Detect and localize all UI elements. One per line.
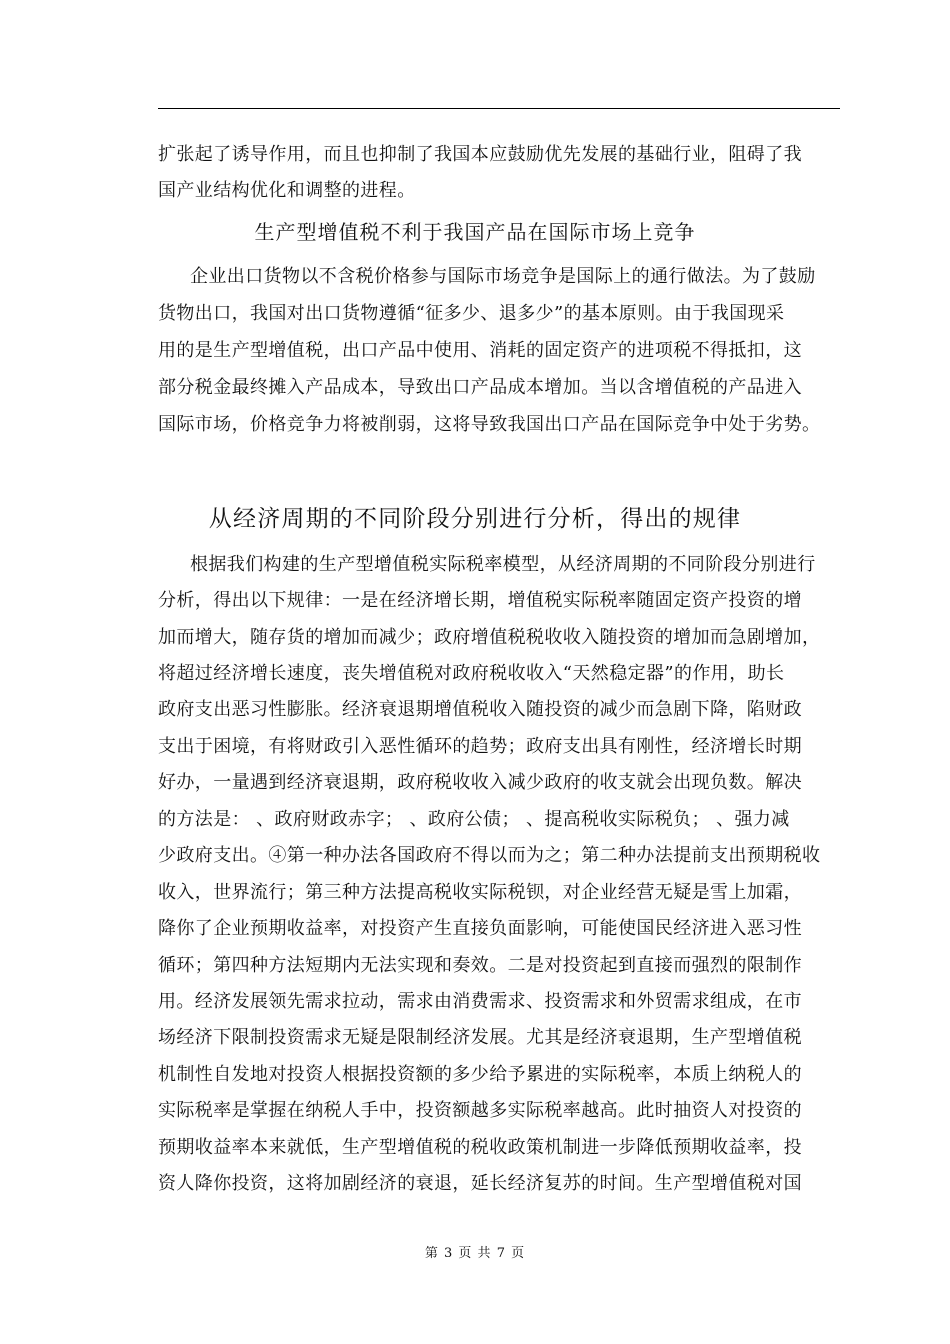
- paragraph-line: 分析，得出以下规律：一是在经济增长期，增值税实际税率随固定资产投资的增: [158, 590, 802, 611]
- paragraph-line: 场经济下限制投资需求无疑是限制经济发展。尤其是经济衰退期，生产型增值税: [158, 1027, 802, 1048]
- paragraph-line: 的方法是： 、政府财政赤字； 、政府公债； 、提高税收实际税负； 、强力减: [158, 809, 790, 830]
- paragraph-line: 加而增大，随存货的增加而减少；政府增值税税收收入随投资的增加而急剧增加，: [158, 627, 821, 648]
- paragraph-line: 资人降你投资，这将加剧经济的衰退，延长经济复苏的时间。生产型增值税对国: [158, 1173, 802, 1194]
- section-heading: 生产型增值税不利于我国产品在国际市场上竞争: [254, 220, 696, 244]
- paragraph-line: 将超过经济增长速度，丧失增值税对政府税收收入“天然稳定器”的作用，助长: [158, 663, 785, 684]
- paragraph-line: 支出于困境，有将财政引入恶性循环的趋势；政府支出具有刚性，经济增长时期: [158, 736, 802, 757]
- paragraph-line: 好办，一量遇到经济衰退期，政府税收收入减少政府的收支就会出现负数。解决: [158, 772, 802, 793]
- paragraph-line: 部分税金最终摊入产品成本，导致出口产品成本增加。当以含增值税的产品进入: [158, 377, 802, 398]
- paragraph-line: 收入，世界流行；第三种方法提高税收实际税钡，对企业经营无疑是雪上加霜，: [158, 882, 802, 903]
- header-rule: [158, 108, 840, 109]
- paragraph-line: 循环；第四种方法短期内无法实现和奏效。二是对投资起到直接而强烈的限制作: [158, 955, 802, 976]
- paragraph-line: 机制性自发地对投资人根据投资额的多少给予累进的实际税率，本质上纳税人的: [158, 1064, 802, 1085]
- paragraph-line: 企业出口货物以不含税价格参与国际市场竞争是国际上的通行做法。为了鼓励: [190, 266, 816, 287]
- paragraph-line: 用的是生产型增值税，出口产品中使用、消耗的固定资产的进项税不得抵扣，这: [158, 340, 802, 361]
- section-heading: 从经济周期的不同阶段分别进行分析，得出的规律: [208, 506, 742, 532]
- page-footer: 第 3 页 共 7 页: [424, 1246, 526, 1261]
- paragraph-line: 国际市场，价格竞争力将被削弱，这将导致我国出口产品在国际竞争中处于劣势。: [158, 414, 821, 435]
- paragraph-line: 扩张起了诱导作用，而且也抑制了我国本应鼓励优先发展的基础行业，阻碍了我: [158, 144, 802, 165]
- paragraph-line: 国产业结构优化和调整的进程。: [158, 180, 416, 201]
- paragraph-line: 降你了企业预期收益率，对投资产生直接负面影响，可能使国民经济进入恶习性: [158, 918, 802, 939]
- paragraph-line: 根据我们构建的生产型增值税实际税率模型，从经济周期的不同阶段分别进行: [190, 554, 816, 575]
- paragraph-line: 预期收益率本来就低，生产型增值税的税收政策机制进一步降低预期收益率，投: [158, 1137, 802, 1158]
- paragraph-line: 用。经济发展领先需求拉动，需求由消费需求、投资需求和外贸需求组成，在市: [158, 991, 802, 1012]
- paragraph-line: 政府支出恶习性膨胀。经济衰退期增值税收入随投资的减少而急剧下降，陷财政: [158, 699, 802, 720]
- paragraph-line: 少政府支出。④第一种办法各国政府不得以而为之；第二种办法提前支出预期税收: [158, 845, 821, 866]
- paragraph-line: 实际税率是掌握在纳税人手中，投资额越多实际税率越高。此时抽资人对投资的: [158, 1100, 802, 1121]
- paragraph-line: 货物出口，我国对出口货物遵循“征多少、退多少”的基本原则。由于我国现采: [158, 303, 785, 324]
